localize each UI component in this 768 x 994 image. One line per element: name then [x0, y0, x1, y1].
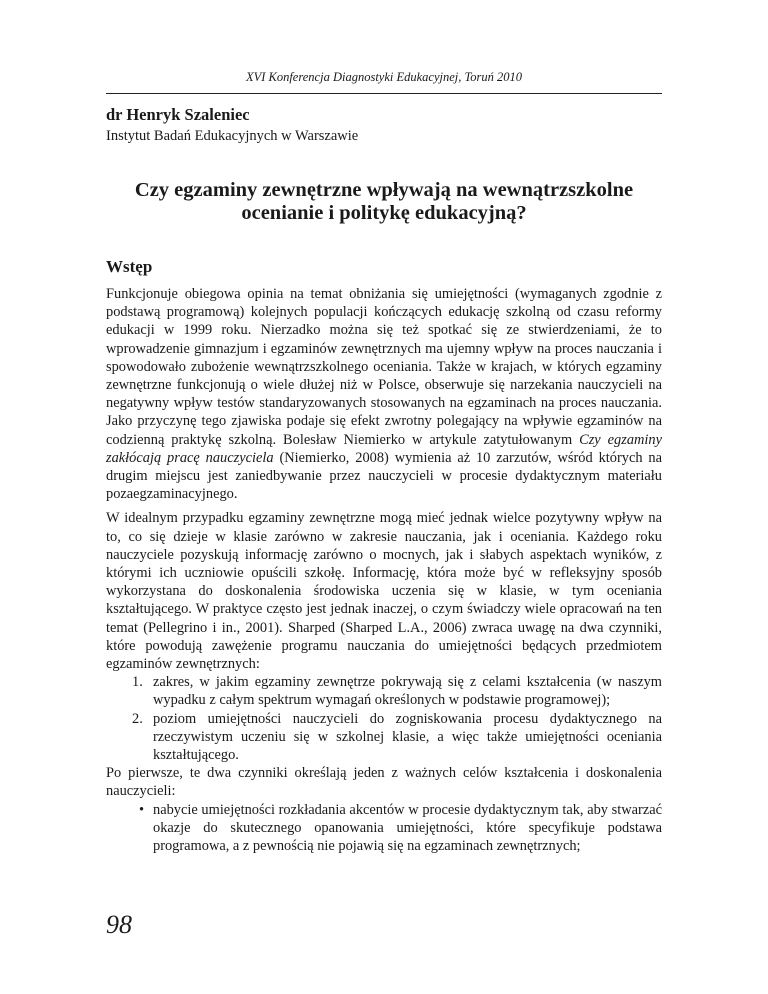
- bullet-list: [106, 801, 662, 856]
- body-text: [106, 285, 662, 855]
- title-line-2: ocenianie i politykę edukacyjną?: [241, 202, 527, 224]
- page-number: 98: [106, 910, 132, 939]
- list-item: [106, 710, 662, 765]
- cited-article-title: Czy egzaminy zakłócają pracę nauczyciela: [106, 431, 662, 466]
- paragraph-1-text-end: (Niemierko, 2008) wymienia aż 10 zarzutów, wśród których na drugim miejscu jest zaniedbywanie przez nauczycieli w procesie dydaktycznym materiału pozaegzaminacyjnego.: [106, 449, 662, 503]
- title-line-1: Czy egzaminy zewnętrzne wpływają na wewnątrzszkolne: [134, 179, 634, 201]
- paragraph-1-text: Funkcjonuje obiegowa opinia na temat obniżania się umiejętności (wymaganych zgodnie z podstawą programową) kolejnych populacji kończących edukację szkolną od czasu reformy edukacji w 1999 roku. Nierzadko można się też spotkać się ze stwierdzeniami, że to wprowadzenie gimnazjum i egzaminów zewnętrznych ma ujemny wpływ na proces nauczania i spowodowało zubożenie wewnątrzszkolnego oceniania. Także w krajach, w których egzaminy zewnętrzne funkcjonują o wiele dłużej niż w Polsce, obserwuje się narzekania nauczycieli na negatywny wpływ testów standaryzowanych stosowanych na egzaminach na proces nauczania. Jako przyczynę tego zjawiska podaje się efekt zwrotny polegający na wpływie egzaminów na codzienną praktykę szkolną. Bolesław Niemierko w artykule zatytułowanym: [106, 286, 662, 448]
- list-item-text: poziom umiejętności nauczycieli do zogniskowania procesu dydaktycznego na rzeczywistym uczeniu się w szkolnej klasie, a więc także umiejętności oceniania kształtującego.: [153, 710, 662, 764]
- header-rule: [106, 93, 662, 94]
- list-marker: 1.: [132, 674, 143, 691]
- paragraph-1: [106, 285, 662, 503]
- paragraph-2: W idealnym przypadku egzaminy zewnętrzne mogą mieć jednak wielce pozytywny wpływ na to, co się dzieje w klasie zarówno w zakresie nauczania, jak i oceniania. Każdego roku nauczyciele pozyskują informację zarówno o mocnych, jak i słabych aspektach wyników, z którymi ich uczniowie opuścili szkołę. Informację, która może być w refleksyjny sposób wykorzystana do doskonalenia środowiska uczenia się w klasie, w tym oceniania kształtującego. W praktyce często jest jednak inaczej, o czym świadczy wiele opracowań na ten temat (Pellegrino i in., 2001). Sharped (Sharped L.A., 2006) zwraca uwagę na dwa czynniki, które powodują zawężenie programu nauczania do umiejętności będących przedmiotem egzaminów zewnętrznych:: [106, 510, 662, 673]
- bullet-marker: •: [139, 801, 145, 818]
- list-item-text: nabycie umiejętności rozkładania akcentów w procesie dydaktycznym tak, aby stwarzać okazje do skutecznego opanowania umiejętności, które specyfikuje podstawa programowa, a z pewnością nie pojawią się na egzaminach zewnętrznych;: [153, 801, 662, 855]
- running-header: XVI Konferencja Diagnostyki Edukacyjnej, Toruń 2010: [245, 70, 523, 84]
- section-heading: Wstęp: [106, 257, 153, 276]
- list-marker: 2.: [132, 710, 143, 727]
- numbered-list: [106, 673, 662, 764]
- paragraph-3: Po pierwsze, te dwa czynniki określają jeden z ważnych celów kształcenia i doskonalenia nauczycieli:: [106, 765, 662, 800]
- list-item: [106, 801, 662, 856]
- list-item: [106, 673, 662, 709]
- paper-title: [106, 179, 662, 225]
- list-item-text: zakres, w jakim egzaminy zewnętrze pokrywają się z celami kształcenia (w naszym wypadku z całym spektrum wymagań określonych w podstawie programowej);: [153, 674, 662, 709]
- author-affiliation: Instytut Badań Edukacyjnych w Warszawie: [106, 128, 359, 144]
- author-name: dr Henryk Szaleniec: [106, 105, 250, 124]
